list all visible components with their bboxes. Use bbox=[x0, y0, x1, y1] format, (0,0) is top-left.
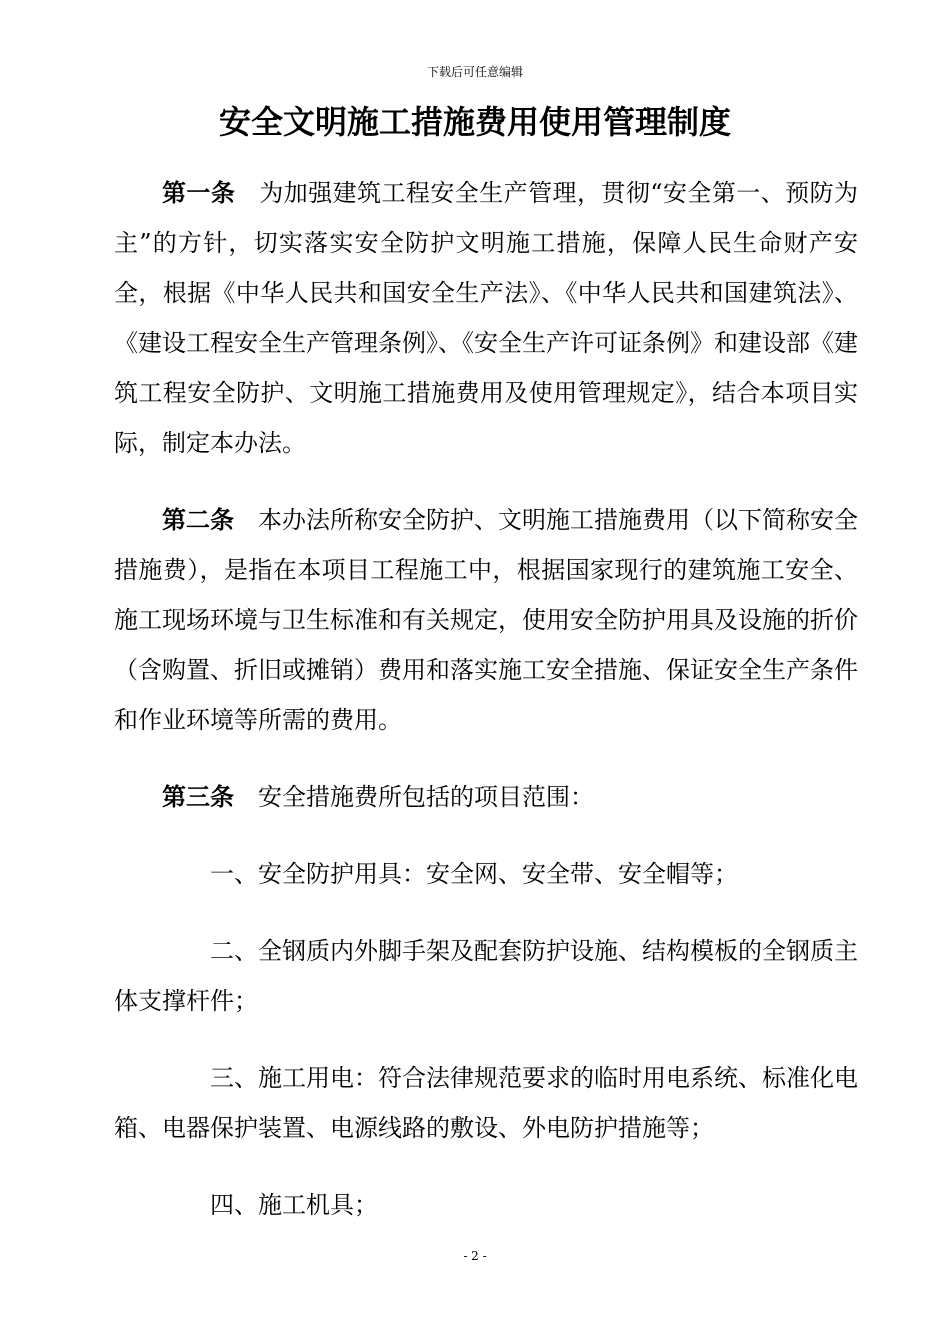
document-title: 安全文明施工措施费用使用管理制度 bbox=[218, 103, 731, 141]
article-1 bbox=[114, 168, 858, 468]
article-2-heading: 第二条 bbox=[162, 505, 234, 534]
article-3 bbox=[114, 772, 858, 822]
article-2 bbox=[114, 495, 858, 745]
list-item-1: 一、安全防护用具：安全网、安全带、安全帽等； bbox=[210, 860, 738, 888]
list-item-4: 四、施工机具； bbox=[210, 1191, 378, 1219]
page-number: - 2 - bbox=[463, 1249, 487, 1263]
article-1-text: 为加强建筑工程安全生产管理，贯彻“安全第一、预防为主”的方针，切实落实安全防护文明施工措施，保障人民生命财产安全，根据《中华人民共和国安全生产法》、《中华人民共和国建筑法》、《建设工程安全生产管理条例》、《安全生产许可证条例》和建设部《建筑工程安全防护、文明施工措施费用及使用管理规定》，结合本项目实际，制定本办法。 bbox=[114, 179, 858, 457]
article-3-heading: 第三条 bbox=[162, 782, 234, 811]
document-body bbox=[114, 168, 858, 1257]
article-1-heading: 第一条 bbox=[162, 178, 236, 207]
article-3-text: 安全措施费所包括的项目范围： bbox=[258, 783, 594, 811]
header-note: 下载后可任意编辑 bbox=[426, 65, 523, 79]
article-2-text: 本办法所称安全防护、文明施工措施费用（以下简称安全措施费），是指在本项目工程施工中，根据国家现行的建筑施工安全、施工现场环境与卫生标准和有关规定，使用安全防护用具及设施的折价（含购置、折旧或摊销）费用和落实施工安全措施、保证安全生产条件和作业环境等所需的费用。 bbox=[114, 506, 858, 734]
list-item-3: 三、施工用电：符合法律规范要求的临时用电系统、标准化电箱、电器保护装置、电源线路的敷设、外电防护措施等； bbox=[114, 1064, 858, 1142]
list-item-2: 二、全钢质内外脚手架及配套防护设施、结构模板的全钢质主体支撑杆件； bbox=[114, 937, 858, 1015]
